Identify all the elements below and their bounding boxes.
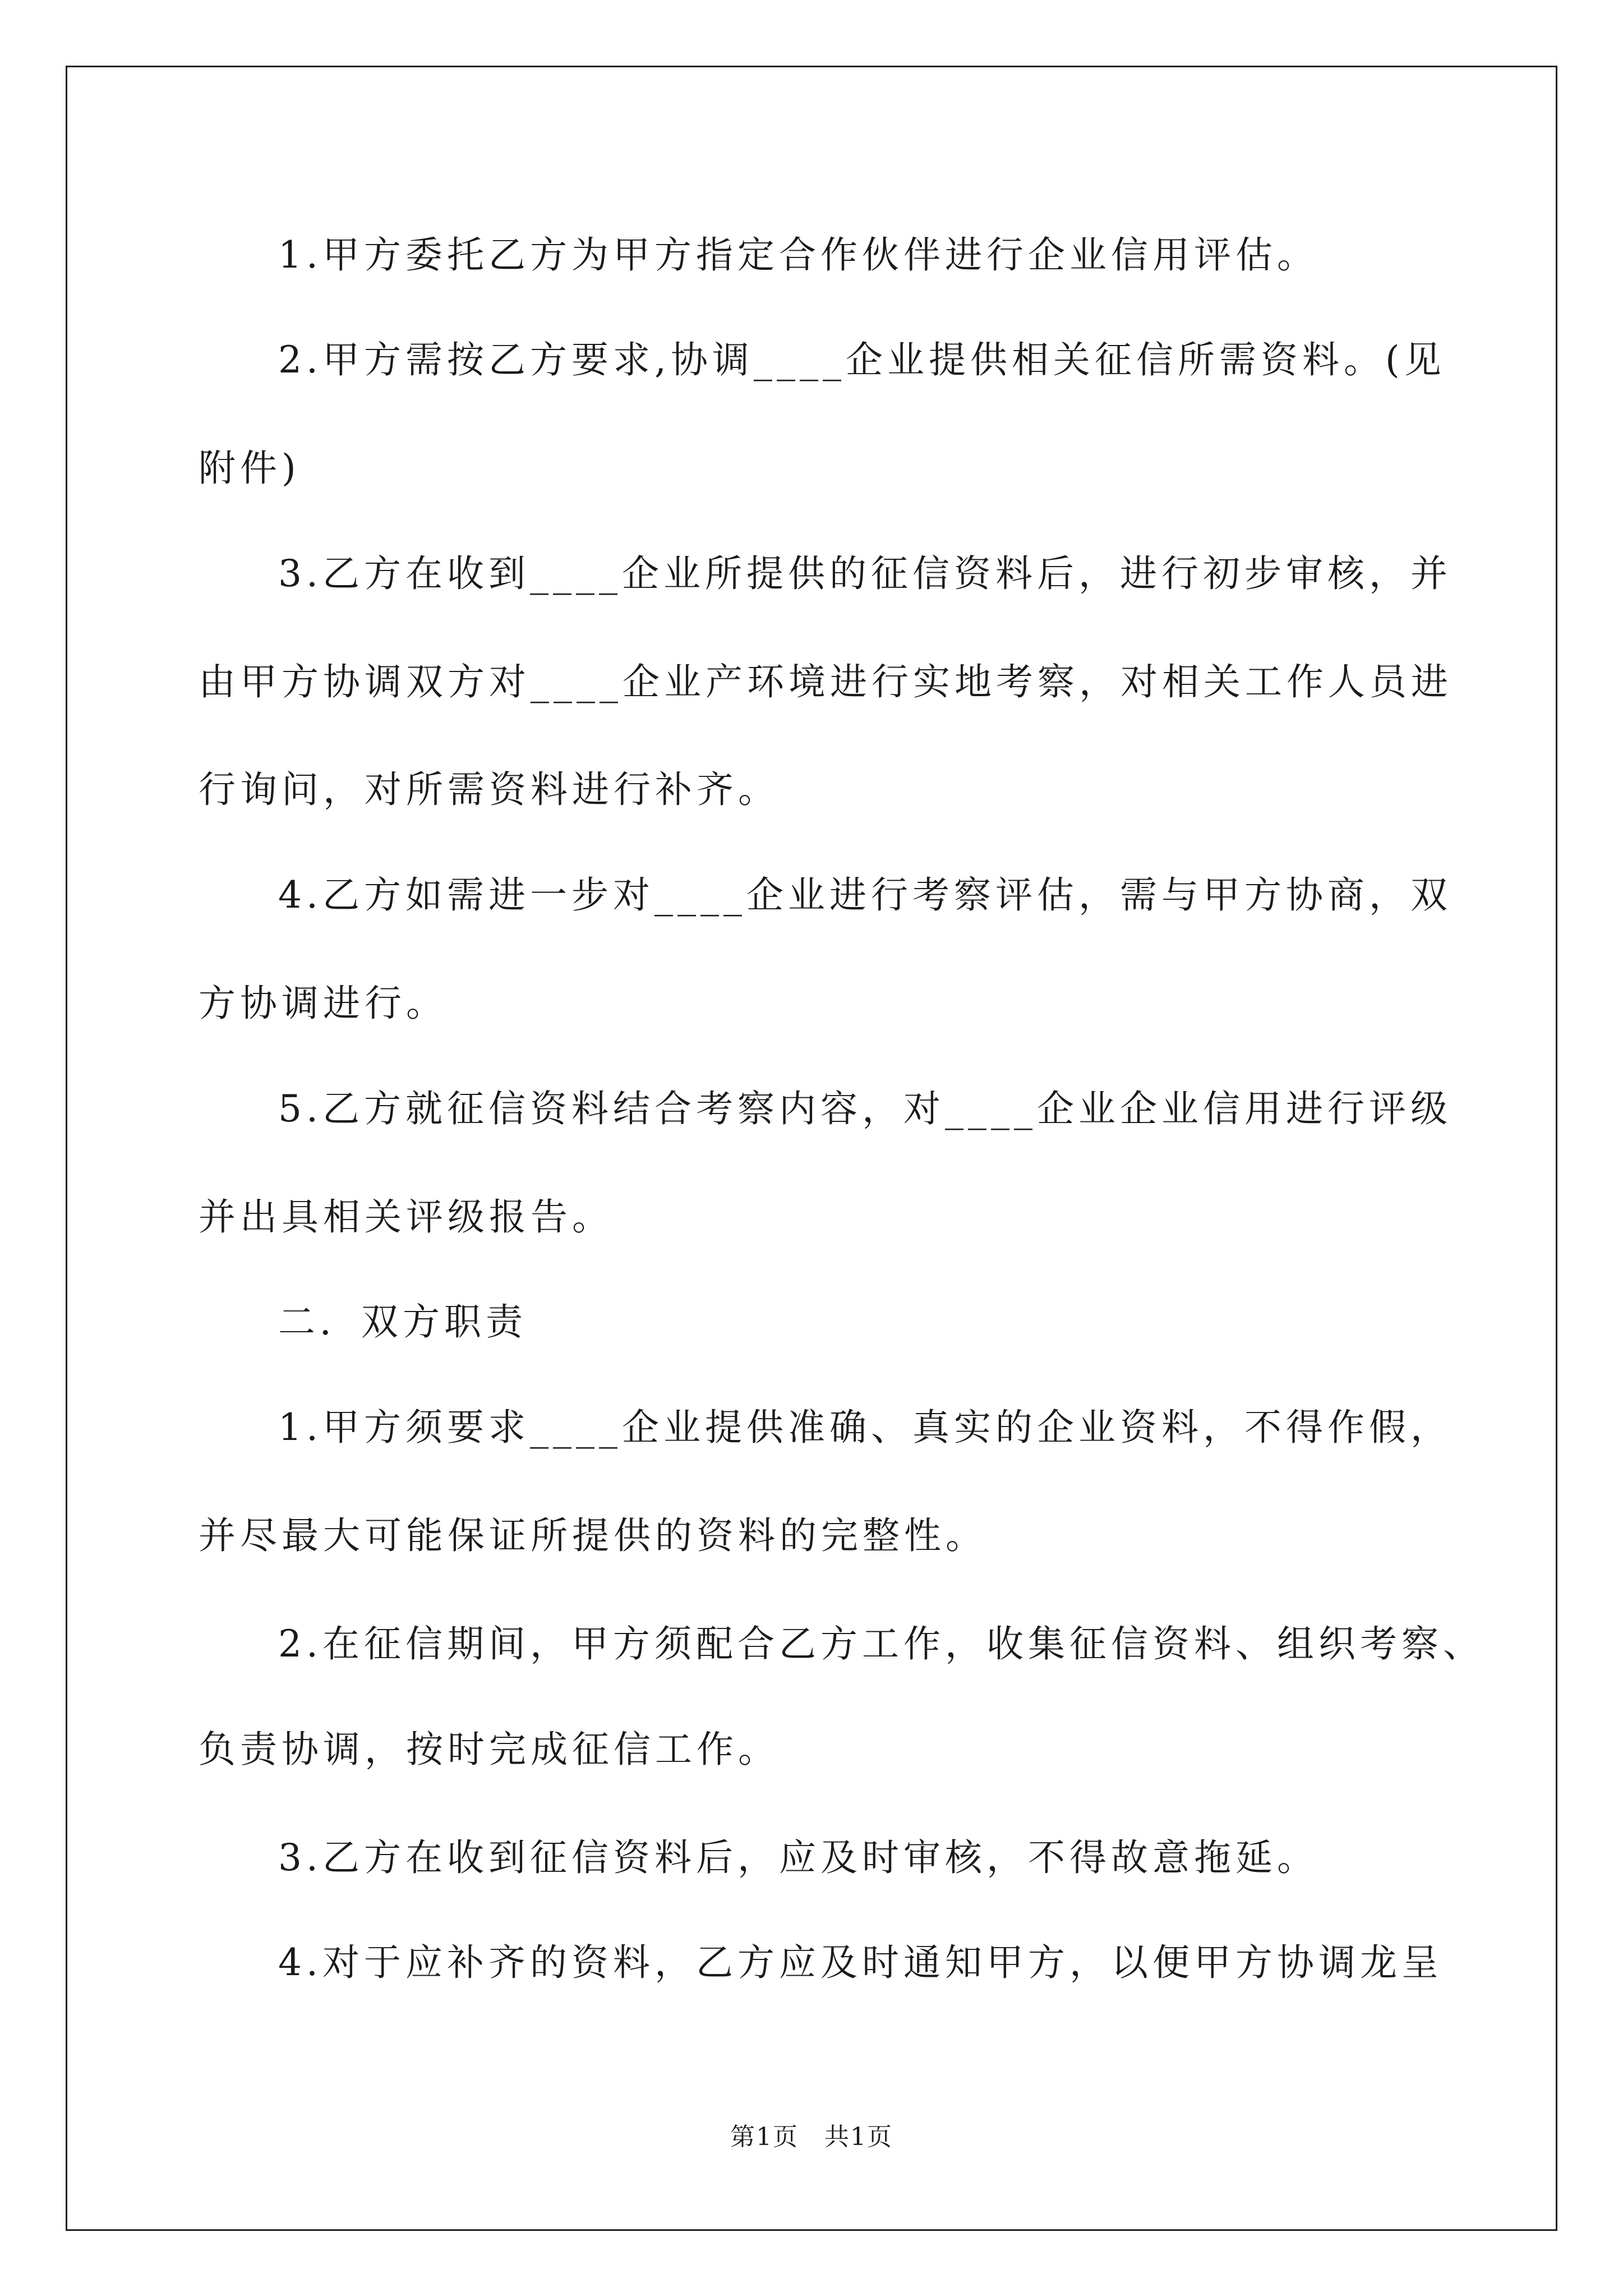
text-line: 并尽最大可能保证所提供的资料的完整性。 <box>199 1514 987 1557</box>
text-line: 3.乙方在收到____企业所提供的征信资料后，进行初步审核，并 <box>278 552 1452 595</box>
text-line: 方协调进行。 <box>199 982 448 1025</box>
text-line: 1.甲方委托乙方为甲方指定合作伙伴进行企业信用评估。 <box>278 233 1318 277</box>
text-line: 负责协调，按时完成征信工作。 <box>199 1728 780 1771</box>
text-line: 2.在征信期间，甲方须配合乙方工作，收集征信资料、组织考察、 <box>278 1622 1484 1665</box>
page-footer: 第1页 共1页 <box>730 2123 893 2151</box>
text-line: 由甲方协调双方对____企业产环境进行实地考察，对相关工作人员进 <box>199 660 1453 703</box>
text-line: 3.乙方在收到征信资料后，应及时审核，不得故意拖延。 <box>278 1836 1318 1879</box>
section-heading: 二．双方职责 <box>278 1300 527 1343</box>
text-line: 4.乙方如需进一步对____企业进行考察评估，需与甲方协商，双 <box>278 873 1452 917</box>
text-line: 附件) <box>199 447 301 490</box>
text-line: 2.甲方需按乙方要求,协调____企业提供相关征信所需资料。(见 <box>278 338 1446 381</box>
text-line: 并出具相关评级报告。 <box>199 1195 614 1239</box>
page-border <box>66 66 1557 2231</box>
text-line: 1.甲方须要求____企业提供准确、真实的企业资料，不得作假， <box>278 1406 1452 1449</box>
text-line: 4.对于应补齐的资料，乙方应及时通知甲方，以便甲方协调龙呈 <box>278 1941 1443 1984</box>
text-line: 行询问，对所需资料进行补齐。 <box>199 768 780 811</box>
text-line: 5.乙方就征信资料结合考察内容，对____企业企业信用进行评级 <box>278 1087 1452 1130</box>
